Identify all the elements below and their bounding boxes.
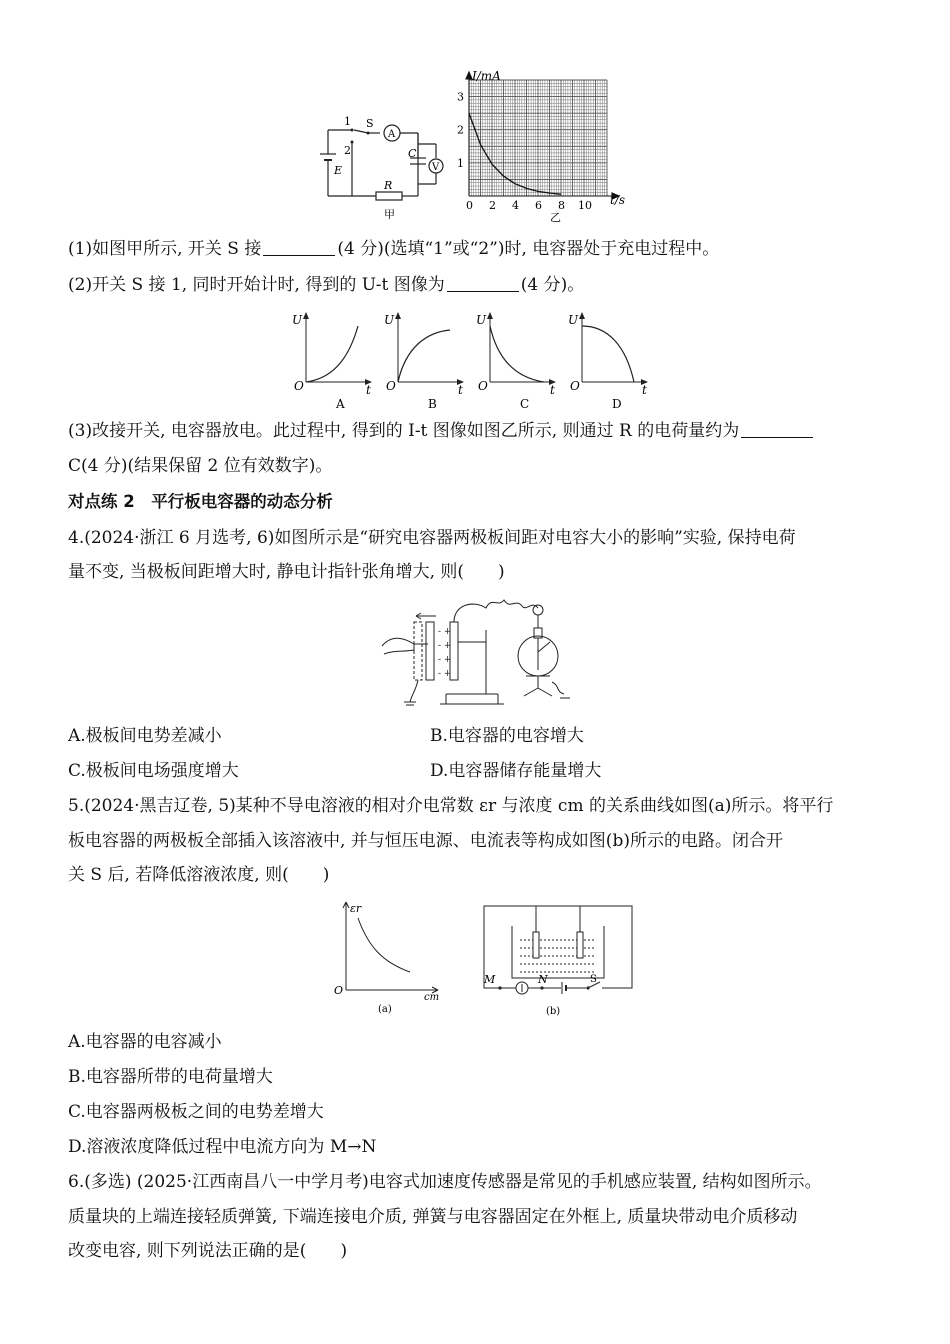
ut-curve	[398, 330, 450, 382]
ut-option-label: C	[520, 397, 530, 410]
answer-blank-3[interactable]	[741, 419, 813, 438]
switch-s-label: S	[590, 974, 597, 985]
ut-option-label: A	[336, 397, 345, 410]
svg-text:- +: - +	[438, 655, 452, 665]
question-3-text: (3)改接开关, 电容器放电。此过程中, 得到的 I-t 图像如图乙所示, 则通过 R 的电荷量约为	[68, 421, 740, 441]
permittivity-curve	[358, 918, 410, 972]
x-tick-label: 4	[512, 199, 519, 212]
origin-label: O	[478, 379, 488, 393]
question-3-line-1	[68, 419, 815, 443]
u-axis-label: U	[476, 313, 487, 327]
ut-option-label: B	[428, 397, 437, 410]
answer-blank-2[interactable]	[447, 273, 519, 292]
u-axis-label: U	[568, 313, 579, 327]
q4-option-b[interactable]: B.电容器的电容增大	[430, 726, 584, 746]
origin-label: O	[334, 984, 344, 997]
x-tick-label: 6	[535, 199, 542, 212]
x-tick-label: 10	[578, 199, 592, 212]
question-1-prefix: (1)如图甲所示, 开关 S 接	[68, 239, 262, 259]
point-n-label: N	[538, 973, 548, 986]
question-2	[68, 273, 584, 297]
contact-1-label: 1	[344, 115, 351, 128]
ut-graph-options	[292, 306, 662, 410]
q5-option-a[interactable]: A.电容器的电容减小	[68, 1032, 222, 1052]
question-2-prefix: (2)开关 S 接 1, 同时开始计时, 得到的 U-t 图像为	[68, 275, 445, 295]
svg-text:- +: - +	[438, 669, 452, 679]
t-axis-label: t	[366, 383, 371, 397]
t-axis-label: t	[550, 383, 555, 397]
figure-caption-b: (b)	[546, 1006, 561, 1017]
figure-caption-jia: 甲	[384, 208, 395, 221]
u-axis-label: U	[384, 313, 395, 327]
section-heading: 对点练 2 平行板电容器的动态分析	[68, 492, 333, 511]
q5-option-d[interactable]: D.溶液浓度降低过程中电流方向为 M→N	[68, 1137, 377, 1157]
origin-label: O	[294, 379, 304, 393]
u-axis-arrow	[487, 312, 493, 319]
contact-2-label: 2	[344, 144, 351, 157]
u-axis-arrow	[395, 312, 401, 319]
origin-label: O	[386, 379, 396, 393]
question-6-line-2: 质量块的上端连接轻质弹簧, 下端连接电介质, 弹簧与电容器固定在外框上, 质量块带动电介质移动	[68, 1207, 798, 1227]
answer-blank-1[interactable]	[263, 237, 335, 256]
current-time-graph-yi	[452, 68, 632, 224]
capacitor-label: C	[408, 147, 417, 160]
svg-text:- +: - +	[438, 641, 452, 651]
x-tick-label: 0	[466, 199, 473, 212]
point-m-label: M	[484, 973, 496, 986]
switch-label: S	[366, 117, 374, 130]
q5-option-c[interactable]: C.电容器两极板之间的电势差增大	[68, 1102, 324, 1122]
permittivity-concentration-graph	[328, 896, 448, 1018]
epsilon-axis-label: εr	[350, 902, 362, 915]
q5-option-b[interactable]: B.电容器所带的电荷量增大	[68, 1067, 273, 1087]
question-5-line-2: 板电容器的两极板全部插入该溶液中, 并与恒压电源、电流表等构成如图(b)所示的电路。闭合开	[68, 831, 783, 851]
x-tick-label: 2	[489, 199, 496, 212]
question-4-line-2: 量不变, 当极板间距增大时, 静电计指针张角增大, 则( )	[68, 562, 505, 582]
q4-option-d[interactable]: D.电容器储存能量增大	[430, 761, 602, 781]
q4-option-a[interactable]: A.极板间电势差减小	[68, 726, 222, 746]
t-axis-label: t	[642, 383, 647, 397]
ammeter-label: A	[388, 129, 396, 140]
question-3-line-2: C(4 分)(结果保留 2 位有效数字)。	[68, 456, 333, 476]
resistor-label: R	[384, 179, 393, 192]
circuit-diagram-jia	[318, 112, 448, 222]
question-2-suffix: (4 分)。	[520, 275, 585, 295]
svg-text:- +: - +	[438, 627, 452, 637]
question-1-suffix: (4 分)(选填“1”或“2”)时, 电容器处于充电过程中。	[337, 239, 720, 259]
u-axis-arrow	[303, 312, 309, 319]
battery-label: E	[334, 164, 343, 177]
question-4-line-1: 4.(2024·浙江 6 月选考, 6)如图所示是“研究电容器两极板间距对电容大小的影响”实验, 保持电荷	[68, 528, 796, 548]
question-6-line-1: 6.(多选) (2025·江西南昌八一中学月考)电容式加速度传感器是常见的手机感应装置, 结构如图所示。	[68, 1172, 822, 1192]
x-axis-label: t/s	[610, 193, 626, 207]
voltmeter-label: V	[432, 162, 440, 173]
ut-option-label: D	[612, 397, 622, 410]
y-tick-label: 2	[457, 123, 464, 137]
t-axis-label: t	[458, 383, 463, 397]
ut-curve	[490, 326, 544, 382]
question-5-line-3: 关 S 后, 若降低溶液浓度, 则( )	[68, 865, 330, 885]
ut-graph-b	[384, 312, 464, 410]
ut-curve	[582, 326, 634, 382]
capacitor-solution-circuit	[480, 902, 640, 1020]
origin-label: O	[570, 379, 580, 393]
y-tick-label: 1	[457, 156, 464, 170]
question-1	[68, 237, 719, 261]
figure-caption-yi: 乙	[550, 211, 561, 224]
q4-option-c[interactable]: C.极板间电场强度增大	[68, 761, 239, 781]
figure-caption-a: (a)	[378, 1004, 392, 1015]
ut-graph-c	[476, 312, 556, 410]
concentration-axis-label: cm	[424, 992, 440, 1003]
ut-graph-d	[568, 312, 648, 410]
question-6-line-3: 改变电容, 则下列说法正确的是( )	[68, 1241, 348, 1261]
u-axis-label: U	[292, 313, 303, 327]
ut-graph-a	[292, 312, 372, 410]
x-tick-label: 8	[558, 199, 565, 212]
y-axis-label: I/mA	[472, 69, 501, 83]
y-tick-label: 3	[457, 90, 464, 104]
ut-curve	[306, 326, 358, 382]
u-axis-arrow	[579, 312, 585, 319]
question-5-line-1: 5.(2024·黑吉辽卷, 5)某种不导电溶液的相对介电常数 εr 与浓度 cm 的关系曲线如图(a)所示。将平行	[68, 796, 834, 816]
electrometer-experiment-figure	[374, 594, 584, 712]
